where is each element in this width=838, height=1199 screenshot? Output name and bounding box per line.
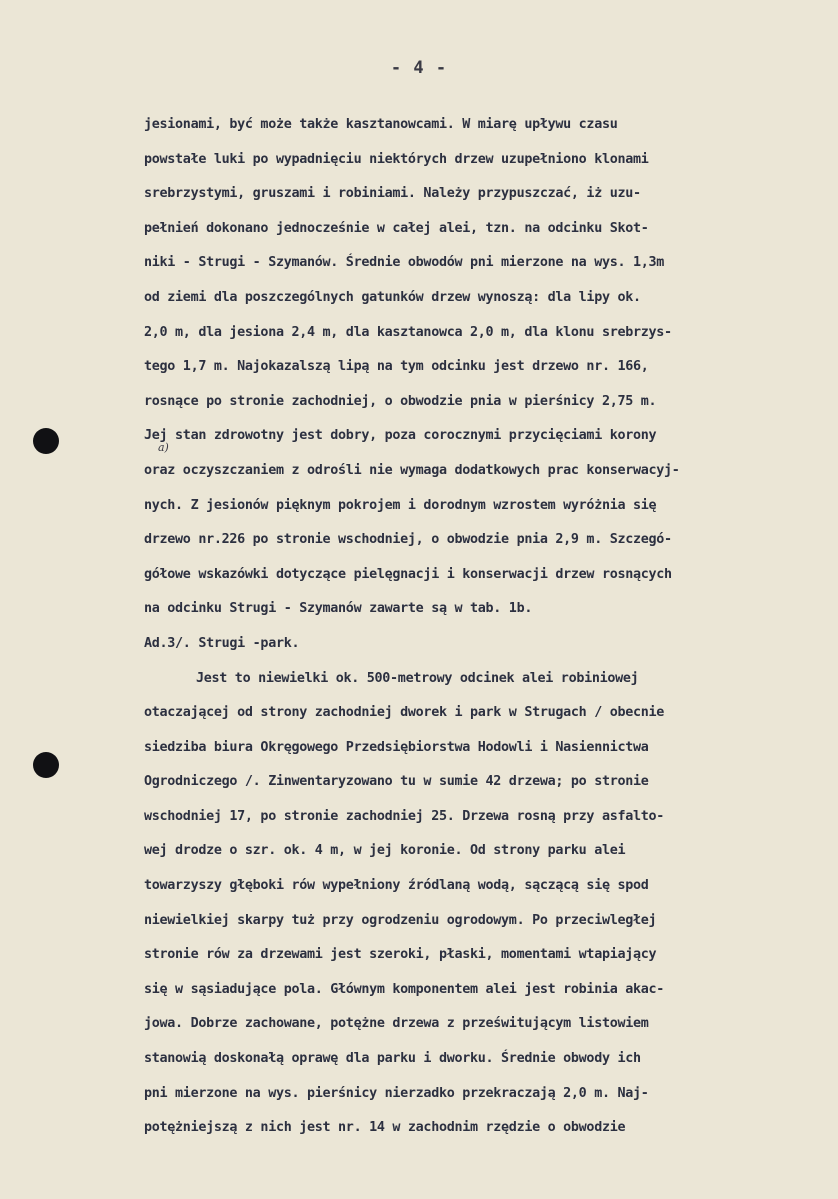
text-line: potężniejszą z nich jest nr. 14 w zachodnim rzędzie o obwodzie	[144, 1120, 626, 1136]
text-line: 2,0 m, dla jesiona 2,4 m, dla kasztanowca 2,0 m, dla klonu srebrzys-	[144, 324, 672, 340]
text-line: drzewo nr.226 po stronie wschodniej, o obwodzie pnia 2,9 m. Szczegó-	[144, 532, 672, 548]
text-line: srebrzystymi, gruszami i robiniami. Należy przypuszczać, iż uzu-	[144, 186, 641, 202]
text-line: rosnące po stronie zachodniej, o obwodzie pnia w pierśnicy 2,75 m.	[144, 393, 657, 409]
text-line: stanowią doskonałą oprawę dla parku i dworku. Średnie obwody ich	[144, 1051, 641, 1067]
text-line: otaczającej od strony zachodniej dworek i park w Strugach / obecnie	[144, 705, 665, 721]
text-line: Ogrodniczego /. Zinwentaryzowano tu w sumie 42 drzewa; po stronie	[144, 774, 649, 790]
punch-hole	[33, 752, 59, 778]
text-line: tego 1,7 m. Najokazalszą lipą na tym odcinku jest drzewo nr. 166,	[144, 359, 649, 375]
text-line: jowa. Dobrze zachowane, potężne drzewa z prześwitującym listowiem	[144, 1016, 649, 1032]
text-line: wej drodze o szr. ok. 4 m, w jej koronie. Od strony parku alei	[144, 843, 626, 859]
text-line: niki - Strugi - Szymanów. Średnie obwodów pni mierzone na wys. 1,3m	[144, 255, 665, 271]
text-line: siedziba biura Okręgowego Przedsiębiorstwa Hodowli i Nasiennictwa	[144, 739, 649, 755]
text-line: gółowe wskazówki dotyczące pielęgnacji i konserwacji drzew rosnących	[144, 566, 672, 582]
text-line: jesionami, być może także kasztanowcami. W miarę upływu czasu	[144, 117, 618, 132]
text-line: się w sąsiadujące pola. Głównym komponentem alei jest robinia akac-	[144, 981, 665, 997]
text-line: Ad.3/. Strugi -park.	[144, 635, 300, 651]
text-line: powstałe luki po wypadnięciu niektórych drzew uzupełniono klonami	[144, 151, 649, 167]
text-line: towarzyszy głęboki rów wypełniony źródlaną wodą, sączącą się spod	[144, 878, 649, 894]
text-line: oraz oczyszczaniem z odrośli nie wymaga dodatkowych prac konserwacyj-	[144, 462, 680, 478]
text-line: pełnień dokonano jednocześnie w całej alei, tzn. na odcinku Skot-	[144, 220, 649, 236]
text-line: Jest to niewielki ok. 500-metrowy odcinek alei robiniowej	[196, 670, 639, 686]
text-line: nych. Z jesionów pięknym pokrojem i dorodnym wzrostem wyróżnia się	[144, 497, 657, 513]
margin-annotation: a)	[158, 441, 169, 454]
text-line: na odcinku Strugi - Szymanów zawarte są w tab. 1b.	[144, 601, 533, 617]
text-line: od ziemi dla poszczególnych gatunków drzew wynoszą: dla lipy ok.	[144, 289, 641, 305]
page-number: - 4 -	[390, 58, 448, 78]
text-line: wschodniej 17, po stronie zachodniej 25. Drzewa rosną przy asfalto-	[144, 808, 665, 824]
text-line: stronie rów za drzewami jest szeroki, płaski, momentami wtapiający	[144, 947, 657, 963]
punch-hole	[33, 428, 59, 454]
body-text	[144, 108, 838, 1146]
text-line: Jej stan zdrowotny jest dobry, poza corocznymi przycięciami korony	[144, 428, 657, 444]
text-line: pni mierzone na wys. pierśnicy nierzadko przekraczają 2,0 m. Naj-	[144, 1085, 649, 1101]
text-line: niewielkiej skarpy tuż przy ogrodzeniu ogrodowym. Po przeciwległej	[144, 912, 657, 928]
